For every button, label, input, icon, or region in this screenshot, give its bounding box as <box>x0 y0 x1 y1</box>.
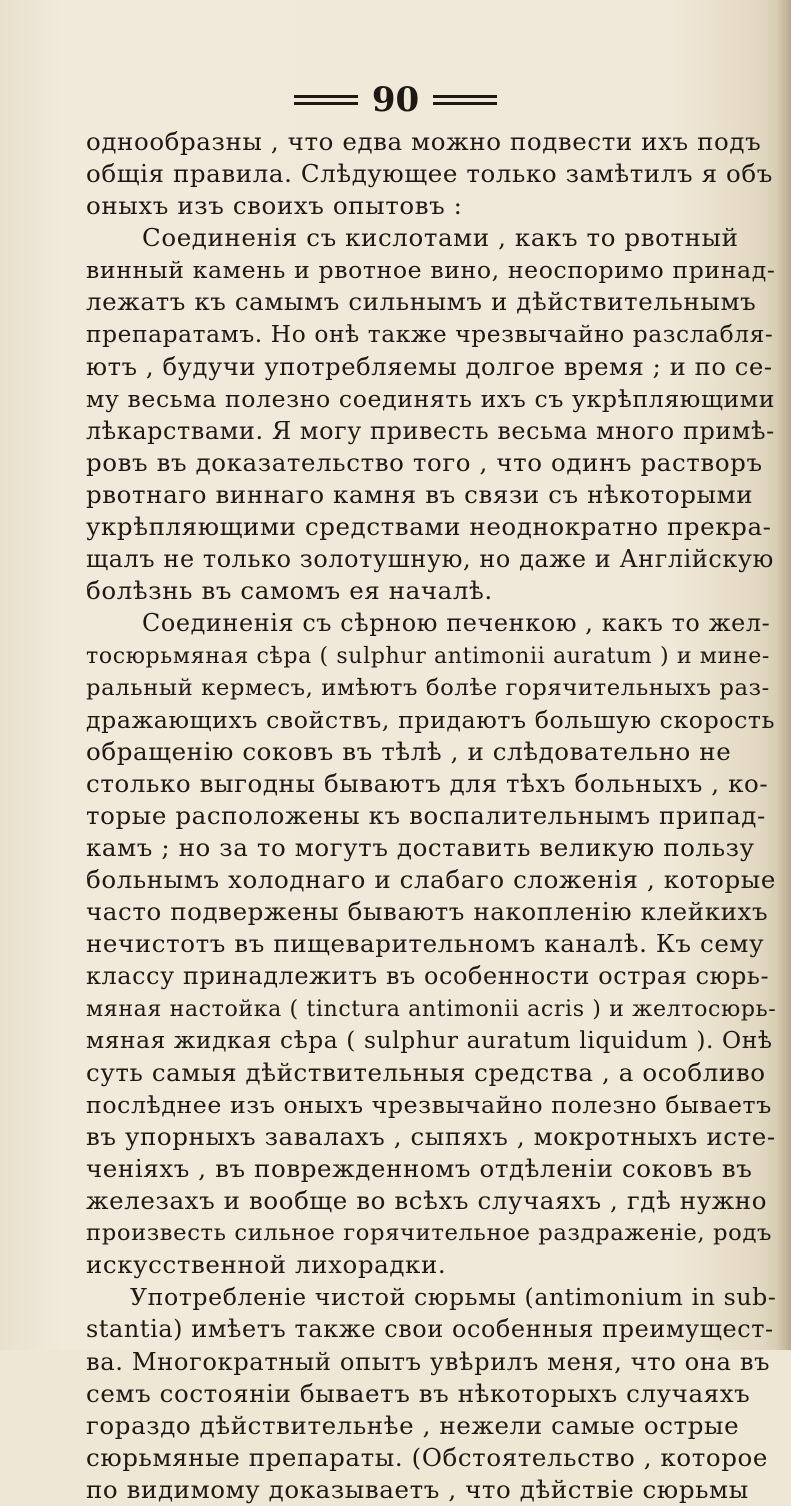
text-line: послѣднее изъ оныхъ чрезвычайно полезно бываетъ <box>86 1090 772 1119</box>
text-line: Соединенія съ сѣрною печенкою , какъ то жел- <box>142 609 771 638</box>
text-line: торые расположены къ воспалительнымъ припад- <box>86 800 766 830</box>
text-line: классу принадлежитъ въ особенности острая сюрь- <box>86 962 770 991</box>
text-line: суть самыя дѣйствительныя средства , а особливо <box>86 1057 766 1087</box>
text-line: нечистотъ въ пищеварительномъ каналѣ. Къ сему <box>86 929 765 959</box>
text-line: stantia) имѣетъ также свои особенныя преимущест- <box>86 1315 774 1344</box>
page-number: 90 <box>371 80 420 120</box>
body-text <box>86 126 776 1506</box>
text-line: препаратамъ. Но онѣ также чрезвычайно разслабля- <box>86 320 774 348</box>
text-line: часто подвержены бываютъ накопленію клейкихъ <box>86 897 769 927</box>
text-line: въ упорныхъ завалахъ , сыпяхъ , мокротныхъ истe- <box>86 1121 776 1151</box>
page-header <box>0 80 791 120</box>
text-line: больнымъ холоднаго и слабаго сложенія , которые <box>86 865 776 895</box>
text-line: по видимому доказываетъ , что дѣйствіе сюрьмы <box>86 1474 749 1504</box>
text-line: железахъ и вообще во всѣхъ случаяхъ , гдѣ нужно <box>86 1186 768 1216</box>
text-line: укрѣпляющими средствами неоднократно прекра- <box>86 512 772 542</box>
text-line: Употребленіе чистой сюрьмы (antimonium in sub- <box>130 1283 777 1312</box>
text-line: ченіяхъ , въ поврежденномъ отдѣленіи соковъ въ <box>86 1154 753 1183</box>
text-line: произвесть сильное горячительное раздраженіе, родъ <box>86 1220 773 1247</box>
text-line: семъ состояніи бываетъ въ нѣкоторыхъ случаяхъ <box>86 1378 751 1408</box>
text-line: ральный кермесъ, имѣютъ болѣе горячительныхъ раз- <box>86 674 770 701</box>
text-line: гораздо дѣйствительнѣе , нежели самые острые <box>86 1410 740 1440</box>
text-line: рвотнаго виннаго камня въ связи съ нѣкоторыми <box>86 480 754 510</box>
text-line: винный камень и рвотное вино, неоспоримо принад- <box>86 256 776 285</box>
text-line: дражающихъ свойствъ, придаютъ большую скорость <box>86 705 776 734</box>
text-line: обращенію соковъ въ тѣлѣ , и слѣдовательно не <box>86 736 732 766</box>
text-line: тосюрьмяная сѣра ( sulphur antimonii auratum ) и мине- <box>86 642 770 669</box>
text-line: мяная настойка ( tinctura antimonii acris ) и желтосюрь- <box>86 995 777 1022</box>
left-double-rule <box>294 95 358 105</box>
text-line: ютъ , будучи употребляемы долгое время ; и по се- <box>86 352 773 381</box>
text-line: ровъ въ доказательство того , что одинъ растворъ <box>86 447 763 477</box>
text-line: лежатъ къ самымъ сильнымъ и дѣйствительнымъ <box>86 287 757 317</box>
text-line: болѣзнь въ самомъ ея началѣ. <box>86 576 493 606</box>
text-line: камъ ; но за то могутъ доставить великую пользу <box>86 833 755 863</box>
right-double-rule <box>433 95 497 105</box>
page-edge <box>777 0 791 1350</box>
text-line: мяная жидкая сѣра ( sulphur auratum liquidum ). Онѣ <box>86 1026 773 1054</box>
text-line: однообразны , что едва можно подвести ихъ подъ <box>86 127 762 156</box>
text-line: лѣкарствами. Я могу привесть весьма много примѣ- <box>86 416 775 445</box>
text-line: щалъ не только золотушную, но даже и Англійскую <box>86 545 774 574</box>
text-line: Соединенія съ кислотами , какъ то рвотный <box>142 223 739 253</box>
text-line: оныхъ изъ своихъ опытовъ : <box>86 191 463 221</box>
text-line: сюрьмяные препараты. (Обстоятельство , которое <box>86 1442 768 1472</box>
text-line: му весьма полезно соединять ихъ съ укрѣпляющими <box>86 384 776 413</box>
text-line: искусственной лихорадки. <box>86 1250 447 1280</box>
text-line: общія правила. Слѣдующее только замѣтилъ я объ <box>86 159 773 189</box>
text-line: ва. Многократный опытъ увѣрилъ меня, что она въ <box>86 1347 771 1376</box>
text-line: столько выгодны бываютъ для тѣхъ больныхъ , ко- <box>86 768 769 798</box>
